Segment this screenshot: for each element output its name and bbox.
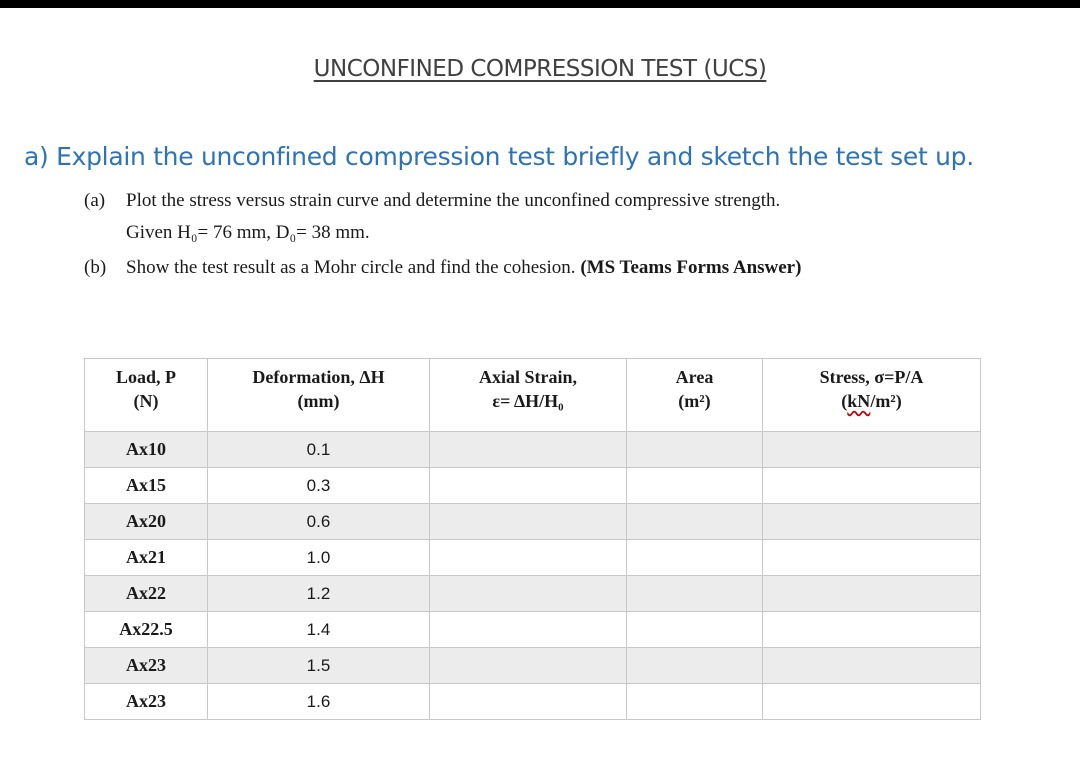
cell-deformation: 1.0 [208,540,430,576]
cell-load: Ax20 [85,504,208,540]
cell-strain [430,684,627,720]
question-a-heading: a) Explain the unconfined compression test briefly and sketch the test set up. [24,142,974,171]
top-black-bar [0,0,1080,8]
cell-area [627,576,763,612]
part-b-marker: (b) [84,257,107,278]
cell-stress [763,576,981,612]
part-a-marker: (a) [84,190,106,211]
data-table [84,358,981,720]
table-row [85,648,981,684]
given-line: Given H₀= 76 mm, D₀= 38 mm. [126,222,370,243]
cell-stress [763,540,981,576]
table-row [85,684,981,720]
cell-area [627,648,763,684]
cell-stress [763,504,981,540]
cell-strain [430,432,627,468]
part-b-bold-note: (MS Teams Forms Answer) [580,257,802,278]
cell-load: Ax10 [85,432,208,468]
cell-strain [430,504,627,540]
table-header-row [85,359,981,432]
cell-strain [430,648,627,684]
header-deformation: Deformation, ΔH (mm) [208,359,430,432]
cell-area [627,612,763,648]
cell-deformation: 1.2 [208,576,430,612]
part-a-text: Plot the stress versus strain curve and determine the unconfined compressive strength. [126,190,781,211]
part-b-text: Show the test result as a Mohr circle and find the cohesion. [126,257,576,278]
part-a-line [84,190,780,212]
header-area: Area (m²) [627,359,763,432]
header-stress: Stress, σ=P/A (kN/m²) [763,359,981,432]
cell-deformation: 0.6 [208,504,430,540]
cell-deformation: 1.6 [208,684,430,720]
header-axial-strain: Axial Strain, ε= ΔH/H₀ [430,359,627,432]
cell-deformation: 0.3 [208,468,430,504]
page-title: UNCONFINED COMPRESSION TEST (UCS) [313,56,767,82]
cell-area [627,540,763,576]
cell-stress [763,684,981,720]
header-load: Load, P (N) [85,359,208,432]
cell-strain [430,540,627,576]
cell-load: Ax22 [85,576,208,612]
table-row [85,540,981,576]
table-row [85,576,981,612]
cell-stress [763,648,981,684]
cell-area [627,432,763,468]
cell-area [627,684,763,720]
cell-load: Ax23 [85,684,208,720]
cell-stress [763,468,981,504]
cell-load: Ax23 [85,648,208,684]
part-b-line [84,257,801,279]
cell-stress [763,432,981,468]
cell-strain [430,576,627,612]
cell-load: Ax21 [85,540,208,576]
cell-deformation: 1.5 [208,648,430,684]
cell-stress [763,612,981,648]
table-row [85,612,981,648]
cell-area [627,504,763,540]
cell-deformation: 0.1 [208,432,430,468]
cell-strain [430,468,627,504]
cell-load: Ax15 [85,468,208,504]
cell-deformation: 1.4 [208,612,430,648]
cell-load: Ax22.5 [85,612,208,648]
table-row [85,468,981,504]
table-row [85,504,981,540]
cell-area [627,468,763,504]
cell-strain [430,612,627,648]
table-row [85,432,981,468]
